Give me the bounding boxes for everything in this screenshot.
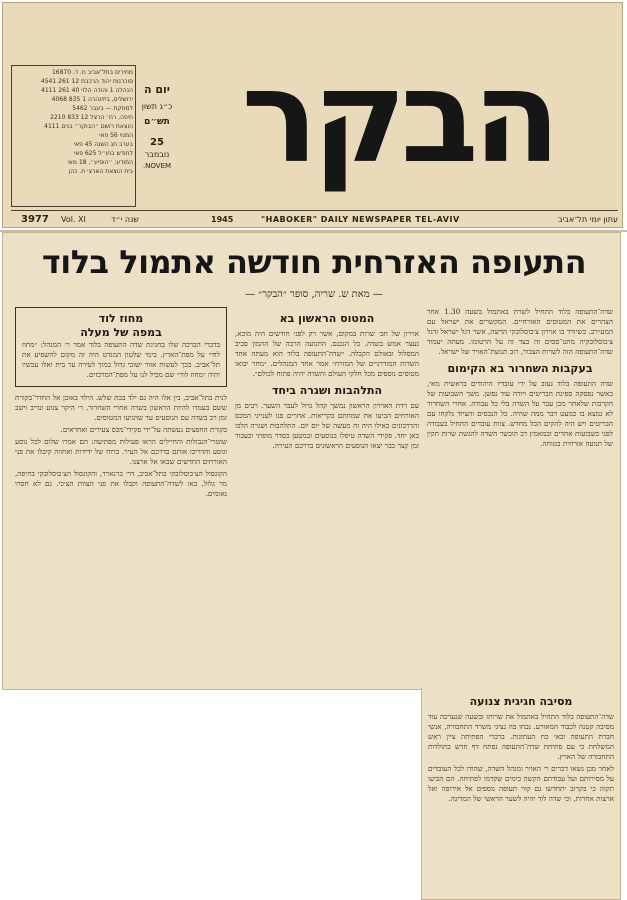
article-column-2 [235, 307, 419, 687]
sidebar-box [15, 307, 227, 387]
article-byline: — מאת ש. שריה, סופר ״הבקר״ — [245, 289, 383, 300]
info-line: בערב חג השנה 45 פאי [73, 141, 133, 148]
volume-label: Vol. XI [61, 215, 86, 224]
paragraph: לאחר מכן נשאו דברים ר׳ האויר ומנהל השדה, שהודו לכל העובדים על מסירותם ועל עבודתם הקשה בימים שקדמו לפתיחה. הם הביעו תקוה כי בקרוב יתחדשו גם קווי תעופה נוספים אל אירופה ואל ארצות אחרות, וכי שדה לוד יהיה לשער הראשי של המדינה. [428, 764, 614, 803]
newspaper-title: הבקר [241, 43, 555, 192]
article-column-3 [15, 307, 227, 687]
continuation-column [428, 688, 614, 900]
english-tagline: "HABOKER" DAILY NEWSPAPER TEL-AVIV [261, 215, 460, 224]
article-column-1 [427, 307, 613, 687]
day-label: יום ה [143, 83, 171, 96]
info-line: מחירים בתל־אביב ח. ד. 16870 [51, 69, 133, 76]
info-line: סוכרנות יהוד הרכבת 12 261 4541 [40, 78, 133, 85]
info-line: לחודש בחו״ל 625 פאי [73, 150, 133, 157]
info-line: הנהלה 1 והודה הלוי 40 261 4111 [41, 87, 133, 94]
hebrew-volume-year: שנה י״ד [111, 215, 139, 224]
paragraph: שדה התעופה בלוד נעזב על ידי עובדיו היהודים בראשית מאי, כאשר נפסקה ספינת הבריטים ויורה עוד נפשן. משך השבועות של הקרבות שלאחר מכן עבר על השדה בלי כל עבודה. אחרי השחרור לא נמצא בו כמעט דבר ממה שהיה. כל הנכסים והציוד נלקחו עם הבריטים ויש היה להקים הכל מחדש. צוות עובדים התחיל בעבודה לפני כשבועות אחדים ובמאמץ רב הוכשר השדה להגשת שרות תקין של תנועה אזרחית בטוחה. [427, 379, 613, 448]
paragraph: לנית בתל־אביב, בין אלו היה גם ילד בכת שלש. הילד באובן אל החדר־בקורת ששם בעמדו להיות הראשון בשדה אחרי השחרור. ר׳ היקר צנוע ונדיב וישב זמן רב בשדה עם הנוסעים עד שהגיעו המטוסים. [15, 393, 227, 422]
issue-number: 3977 [21, 214, 49, 225]
masthead-footer [11, 213, 618, 227]
subheading: המטוס הראשון בא [279, 312, 375, 325]
masthead-info-box [11, 65, 136, 207]
article-continuation [421, 688, 621, 900]
info-line: הוצאת רושם ״הבוקר״ בנים 4111 [44, 123, 133, 130]
box-subtitle: במפה של מעלה [80, 326, 162, 339]
box-paragraph: בדברי הברכה שלו בחגיגת שדה התעופה בלוד אמר ר׳ המנהל: ״מחוז לוד״ על מפת־הארץ. בימי שלטון המנדט היה זה מקום להשפיע את תל־אביב. בכך לעשות אזור ישובי גדול כמוך לעירה ער בית ואלו עכשיו יהיה ״מחוז לוד״ שם מכיל לנו על מפת־המרכזים. [22, 340, 220, 379]
hebrew-year: תש״ם [144, 117, 170, 127]
article-headline: התעופה האזרחית חודשה אתמול בלוד [41, 243, 587, 281]
subheading: בעקבות השחרור בא הקימום [447, 362, 593, 375]
info-line: בית הוצאת הארצי ת. כהן [68, 168, 133, 175]
day-number: 25 [150, 137, 164, 148]
info-line: חיפה, רח׳ הרצל 12 833 2210 [50, 114, 133, 121]
paragraph: אוירון של חב׳ שרות במקום, אשר רק לפני חודשים היה מוכא, נעצר אמש בשדה. כל הנכנס. התנועה הרבה של ההמון סביב המסלול ובאולם הקבלה. ״שדה־התעופה בלוד הוא מעתה אחד השדות המודרניים של המזרח״ אמר אחד המנהלים. ״מחר יבואו מטוסים נוספים מכל חלקי העולם והשדה יהיה פתוח לכולם״. [235, 329, 419, 378]
subheading: מסיבה חגיגית צנועה [469, 695, 573, 708]
month-hebrew: נובמבר [144, 150, 170, 159]
newspaper-masthead [2, 2, 623, 228]
paragraph: הקונסול הצ׳כוסלובקי בתל־אביב, דר׳ ברנארד, והקונסול הצ׳כוסלובקי בחיפה, מר גלזל, באו לשדה־התעופה וקבלו את פני הצוות הצ׳כי. גם לא חסרו נאומים. [15, 469, 227, 498]
gregorian-year: 1945 [211, 215, 234, 224]
info-line: ירושלים, ביזינהרה 1 835 4068 [51, 96, 133, 103]
paragraph: שדה־התעופה בלוד התחיל באתמול את שרותו ובשעה שנערכה עוד מסיבה קטנה לכבוד המאורע. נכחו בה נציגי משרד התחבורה, אנשי חברת התעופה ובאי כח העתונות. בדברי הפתיחה ציין ראש המשלחת כי עם פתיחת שדה־התעופה נפתח דף חדש בתולדות התחבורה של הארץ. [428, 712, 614, 761]
box-title: מחוז לוד [98, 312, 144, 325]
masthead-date [137, 65, 177, 207]
paragraph: שוטרי־הגבולות והחיילים הראו פעילות מפתיעה: הם אמרו שלום לכל נוסע ונוסע והדריכו אותם בדרכם אל העיר. ברוח של ידידות ואחווה קיבלו את פני האורחים החדשים שבאו אל ארצנו. [15, 437, 227, 466]
info-line: המודע: ״הופיע״, 18 מאי [67, 159, 133, 166]
subheading: התלהבות ושגרה ביחד [271, 384, 383, 397]
month-english: NOVEM. [142, 162, 172, 170]
hebrew-date: כ״ג תשון [141, 102, 173, 111]
paragraph: בקורת החפצים נעשתה על־ידי פקידי־מכס צעירים ואחראים. [60, 425, 227, 434]
paragraph: עם רדת האוירון הראשון נמשך קהל גדול לעבר השער. רבים מן האורחים הביעו את שמחתם בקריאות. אחרים פנו לענייני המכס והדרכונים כאילו היה זה מעשה של יום יום. התלהבות ושגרה הלכו כאן יחד. פקידי השדה טיפלו בנוסעים ובמטען בסדר מופתי וכעבור זמן קצר כבר יצאו הנוסעים הראשונים בדרכם העירה. [235, 401, 419, 450]
masthead-rule [11, 210, 618, 211]
article-clipping [2, 232, 621, 690]
info-line: למחקת — בעבר 5462 [72, 105, 133, 112]
hebrew-tagline: עתון יומי תל־אביב [558, 215, 618, 224]
info-line: המנוי 56 פאי [99, 132, 133, 139]
paragraph: שדה־התעופה בלוד התחיל לשרת באתמול בשעה 1.30 אחר הצהרים את המטוסים האזרחיים. המקשרים את ישראל עם המע״רב. כשיורד בו אוירון צ׳כוסלובקי הדשה, אשר דגל ישראל ודגל צ׳כוסלובקיה מתנו־ססים זה בצד זה על הרטומו. מעתה יעמוד שדה־התעופה הזה לשרות הצבור, רוב תנועת־האויר של ישראל. [427, 307, 613, 356]
